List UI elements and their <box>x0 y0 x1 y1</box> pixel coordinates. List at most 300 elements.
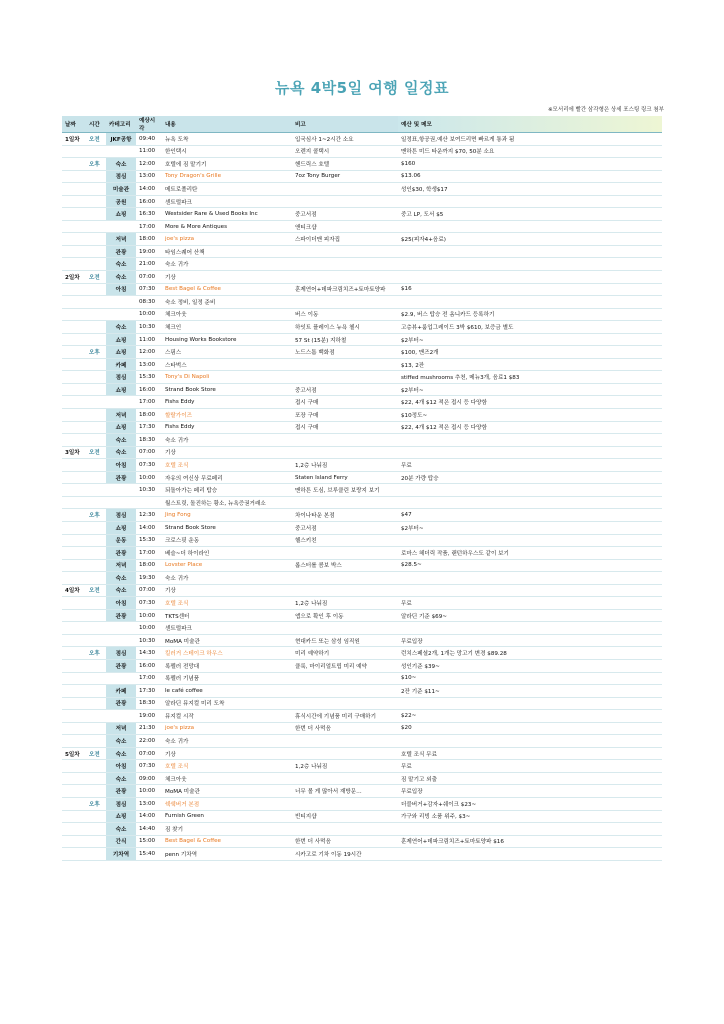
row-memo: 버스 이동 <box>292 308 398 321</box>
row-memo <box>292 584 398 597</box>
row-time <box>86 810 106 823</box>
row-expected-time: 17:00 <box>136 547 162 560</box>
row-category: 숙소 <box>106 321 136 334</box>
row-time <box>86 195 106 208</box>
row-time <box>86 534 106 547</box>
row-budget: 가구와 리빙 소품 위주, $3~ <box>398 810 662 823</box>
header-memo: 비고 <box>292 116 398 133</box>
row-content: 기상 <box>162 446 292 459</box>
row-budget <box>398 195 662 208</box>
row-expected-time: 10:00 <box>136 471 162 484</box>
row-time <box>86 823 106 836</box>
row-category: 점심 <box>106 509 136 522</box>
table-row <box>62 697 662 710</box>
header-budget: 예산 및 메모 <box>398 116 662 133</box>
row-day <box>62 647 86 660</box>
row-time: 오전 <box>86 446 106 459</box>
row-category: 숙소 <box>106 446 136 459</box>
row-budget <box>398 572 662 585</box>
row-time <box>86 208 106 221</box>
row-content: Fishs Eddy <box>162 421 292 434</box>
row-day <box>62 220 86 233</box>
row-budget: $2부터~ <box>398 333 662 346</box>
row-expected-time: 07:00 <box>136 747 162 760</box>
row-time <box>86 396 106 409</box>
row-category <box>106 672 136 685</box>
row-time <box>86 383 106 396</box>
row-content: MoMA 미술관 <box>162 634 292 647</box>
row-budget <box>398 484 662 497</box>
row-memo <box>292 797 398 810</box>
row-expected-time: 10:30 <box>136 634 162 647</box>
row-expected-time: 16:30 <box>136 208 162 221</box>
row-category: 관광 <box>106 471 136 484</box>
row-content: 호텔 조식 <box>162 760 292 773</box>
row-content: 숙소 정비, 일정 준비 <box>162 296 292 309</box>
row-expected-time: 17:00 <box>136 220 162 233</box>
row-expected-time: 18:30 <box>136 697 162 710</box>
row-time <box>86 471 106 484</box>
row-budget: $22, 4개 $12 적은 접시 등 다양함 <box>398 421 662 434</box>
row-expected-time: 07:30 <box>136 283 162 296</box>
row-budget: 일정표,항공권,예산 보여드리면 빠르게 통과 됨 <box>398 133 662 146</box>
header-expected-time: 예상시각 <box>136 116 162 133</box>
row-time <box>86 559 106 572</box>
row-day <box>62 597 86 610</box>
row-category: 저녁 <box>106 559 136 572</box>
table-row <box>62 421 662 434</box>
row-time <box>86 145 106 158</box>
table-row <box>62 208 662 221</box>
row-budget <box>398 446 662 459</box>
row-memo: 훈제연어+데파크림치즈+토마토양파 <box>292 283 398 296</box>
row-memo <box>292 772 398 785</box>
row-time: 오후 <box>86 158 106 171</box>
row-budget: $16 <box>398 283 662 296</box>
row-expected-time: 18:00 <box>136 233 162 246</box>
row-budget: $160 <box>398 158 662 171</box>
row-expected-time: 19:00 <box>136 710 162 723</box>
row-time <box>86 609 106 622</box>
row-day <box>62 735 86 748</box>
row-time <box>86 710 106 723</box>
row-content: 호텔에 짐 맡기기 <box>162 158 292 171</box>
table-row <box>62 220 662 233</box>
row-memo: 앤티크샵 <box>292 220 398 233</box>
row-expected-time: 10:30 <box>136 321 162 334</box>
row-memo <box>292 622 398 635</box>
table-row <box>62 597 662 610</box>
row-memo: 현대카드 또는 삼성 임직원 <box>292 634 398 647</box>
row-content: 자유의 여신상 무료페리 <box>162 471 292 484</box>
row-time <box>86 245 106 258</box>
row-day: 1일차 <box>62 133 86 146</box>
row-budget <box>398 434 662 447</box>
table-row <box>62 835 662 848</box>
row-expected-time: 15:40 <box>136 848 162 861</box>
row-category <box>106 484 136 497</box>
row-category: 관광 <box>106 785 136 798</box>
row-budget <box>398 258 662 271</box>
row-expected-time: 15:00 <box>136 835 162 848</box>
table-row <box>62 634 662 647</box>
row-memo: 중고서점 <box>292 521 398 534</box>
row-content: Strand Book Store <box>162 383 292 396</box>
row-day <box>62 710 86 723</box>
row-content: 기상 <box>162 271 292 284</box>
row-content: 호텔 조식 <box>162 459 292 472</box>
table-row <box>62 521 662 534</box>
row-category: 숙소 <box>106 747 136 760</box>
table-row <box>62 195 662 208</box>
row-budget <box>398 823 662 836</box>
table-row <box>62 471 662 484</box>
row-day <box>62 547 86 560</box>
row-expected-time: 07:30 <box>136 459 162 472</box>
row-category: 숙소 <box>106 772 136 785</box>
row-content: joe's pizza <box>162 722 292 735</box>
row-memo: 7oz Tony Burger <box>292 170 398 183</box>
row-category: 쇼핑 <box>106 346 136 359</box>
row-category: 카페 <box>106 685 136 698</box>
row-day <box>62 283 86 296</box>
row-content: 록펠러 전망대 <box>162 659 292 672</box>
row-budget: 로마스 헤더릭 작품, 랜턴하우스도 같이 보기 <box>398 547 662 560</box>
row-memo: 롭스터롤 콤보 박스 <box>292 559 398 572</box>
row-time <box>86 308 106 321</box>
row-time <box>86 622 106 635</box>
table-row <box>62 308 662 321</box>
table-row <box>62 484 662 497</box>
row-category: 관광 <box>106 659 136 672</box>
row-time <box>86 434 106 447</box>
row-category <box>106 710 136 723</box>
row-day <box>62 634 86 647</box>
table-row <box>62 823 662 836</box>
row-day <box>62 559 86 572</box>
row-time <box>86 371 106 384</box>
table-row <box>62 710 662 723</box>
row-day: 2일차 <box>62 271 86 284</box>
row-content: 되돌아가는 페리 탑승 <box>162 484 292 497</box>
row-time <box>86 697 106 710</box>
row-day <box>62 409 86 422</box>
row-time: 오후 <box>86 509 106 522</box>
row-expected-time: 07:00 <box>136 271 162 284</box>
row-memo <box>292 697 398 710</box>
row-memo: 중고서점 <box>292 383 398 396</box>
row-time <box>86 848 106 861</box>
row-content: 한인택시 <box>162 145 292 158</box>
row-category: 기차역 <box>106 848 136 861</box>
row-category: 저녁 <box>106 233 136 246</box>
itinerary-table <box>62 116 662 861</box>
table-row <box>62 772 662 785</box>
row-content: Strand Book Store <box>162 521 292 534</box>
row-content: 체크인 <box>162 321 292 334</box>
row-category <box>106 296 136 309</box>
row-budget: $22, 4개 $12 적은 접시 등 다양함 <box>398 396 662 409</box>
row-time <box>86 760 106 773</box>
row-time <box>86 835 106 848</box>
table-row <box>62 685 662 698</box>
row-content: Best Bagel & Coffee <box>162 283 292 296</box>
row-category: 간식 <box>106 835 136 848</box>
row-budget <box>398 271 662 284</box>
row-day <box>62 333 86 346</box>
row-category: 숙소 <box>106 572 136 585</box>
table-row <box>62 722 662 735</box>
row-content: penn 기차역 <box>162 848 292 861</box>
row-day <box>62 534 86 547</box>
row-category <box>106 220 136 233</box>
row-expected-time: 15:30 <box>136 534 162 547</box>
row-day <box>62 371 86 384</box>
table-row <box>62 810 662 823</box>
row-content: Tony Dragon's Grille <box>162 170 292 183</box>
row-memo: 앱으로 확인 후 이동 <box>292 609 398 622</box>
row-day: 4일차 <box>62 584 86 597</box>
table-row <box>62 271 662 284</box>
row-time <box>86 170 106 183</box>
header-category: 카테고리 <box>106 116 136 133</box>
row-content: 숙소 귀가 <box>162 735 292 748</box>
row-memo: 맨하튼 도심, 브루클린 보랑지 보기 <box>292 484 398 497</box>
row-memo: 1,2층 나눠짐 <box>292 760 398 773</box>
row-category: 관광 <box>106 547 136 560</box>
table-row <box>62 296 662 309</box>
row-content: Jing Fong <box>162 509 292 522</box>
row-memo: 빈티지샵 <box>292 810 398 823</box>
row-content: Tony's Di Napoli <box>162 371 292 384</box>
row-budget: $10~ <box>398 672 662 685</box>
row-category <box>106 145 136 158</box>
table-row <box>62 133 662 146</box>
row-budget: stiffed mushrooms 추천, 메뉴3개, 음료1 $83 <box>398 371 662 384</box>
row-budget: 무료 <box>398 760 662 773</box>
row-category: 점심 <box>106 797 136 810</box>
row-category: 숙소 <box>106 258 136 271</box>
row-memo <box>292 572 398 585</box>
row-memo: 너무 볼 게 많아서 재방문… <box>292 785 398 798</box>
row-day <box>62 622 86 635</box>
table-header-row <box>62 116 662 133</box>
row-budget: $10정도~ <box>398 409 662 422</box>
row-day <box>62 471 86 484</box>
table-row <box>62 145 662 158</box>
row-budget <box>398 697 662 710</box>
row-expected-time: 13:00 <box>136 170 162 183</box>
row-time <box>86 722 106 735</box>
row-budget: $13.06 <box>398 170 662 183</box>
row-memo <box>292 245 398 258</box>
row-expected-time: 10:30 <box>136 484 162 497</box>
row-memo: 클룩, 마이리얼트립 미리 예약 <box>292 659 398 672</box>
row-day <box>62 233 86 246</box>
row-time <box>86 634 106 647</box>
row-content: Lovster Place <box>162 559 292 572</box>
row-budget <box>398 534 662 547</box>
row-memo: 노드스톰 백화점 <box>292 346 398 359</box>
row-memo <box>292 547 398 560</box>
row-budget: 호텔 조식 무료 <box>398 747 662 760</box>
row-expected-time: 09:00 <box>136 772 162 785</box>
row-category: 공원 <box>106 195 136 208</box>
row-category: 점심 <box>106 647 136 660</box>
row-category: 관광 <box>106 697 136 710</box>
row-budget: $100, 맨즈2개 <box>398 346 662 359</box>
row-time: 오전 <box>86 271 106 284</box>
row-time <box>86 597 106 610</box>
row-content: 베슬~더 하이라인 <box>162 547 292 560</box>
row-time <box>86 496 106 509</box>
row-day <box>62 396 86 409</box>
row-time <box>86 735 106 748</box>
table-row <box>62 509 662 522</box>
row-time <box>86 521 106 534</box>
row-expected-time: 14:40 <box>136 823 162 836</box>
row-budget: 20분 가량 탑승 <box>398 471 662 484</box>
row-memo: 차이나타운 본점 <box>292 509 398 522</box>
row-time <box>86 672 106 685</box>
row-budget: $2.9, 버스 탑승 전 옴니카드 등록하기 <box>398 308 662 321</box>
row-memo <box>292 446 398 459</box>
row-day: 5일차 <box>62 747 86 760</box>
row-budget: $47 <box>398 509 662 522</box>
row-budget: 무료 <box>398 459 662 472</box>
row-category: 숙소 <box>106 158 136 171</box>
row-content: 센트럴파크 <box>162 622 292 635</box>
row-day <box>62 208 86 221</box>
row-memo <box>292 296 398 309</box>
row-memo <box>292 371 398 384</box>
row-category <box>106 496 136 509</box>
row-budget <box>398 220 662 233</box>
row-budget: 무료입장 <box>398 634 662 647</box>
row-day <box>62 484 86 497</box>
row-day <box>62 722 86 735</box>
row-memo <box>292 747 398 760</box>
itinerary-rows <box>62 133 662 861</box>
row-category: 아침 <box>106 760 136 773</box>
row-expected-time: 17:30 <box>136 421 162 434</box>
row-expected-time: 13:00 <box>136 358 162 371</box>
row-content: TKTS센터 <box>162 609 292 622</box>
table-row <box>62 358 662 371</box>
row-day <box>62 672 86 685</box>
row-budget: 훈제연어+데파크림치즈+토마토양파 $16 <box>398 835 662 848</box>
row-expected-time: 12:00 <box>136 158 162 171</box>
row-day <box>62 183 86 196</box>
row-category: 쇼핑 <box>106 333 136 346</box>
row-expected-time: 11:00 <box>136 333 162 346</box>
row-content: 뉴욕 도착 <box>162 133 292 146</box>
row-budget: 무료입장 <box>398 785 662 798</box>
table-row <box>62 647 662 660</box>
row-content: Furnish Green <box>162 810 292 823</box>
table-row <box>62 547 662 560</box>
table-row <box>62 672 662 685</box>
table-row <box>62 321 662 334</box>
row-content: 록펠러 기념품 <box>162 672 292 685</box>
row-content: 스핌스 <box>162 346 292 359</box>
table-row <box>62 559 662 572</box>
row-content: 스타벅스 <box>162 358 292 371</box>
row-time: 오후 <box>86 647 106 660</box>
row-expected-time: 18:30 <box>136 434 162 447</box>
row-expected-time: 12:00 <box>136 346 162 359</box>
row-expected-time: 18:00 <box>136 559 162 572</box>
row-budget: 무료 <box>398 597 662 610</box>
row-budget: $28.5~ <box>398 559 662 572</box>
row-day <box>62 296 86 309</box>
row-day <box>62 760 86 773</box>
row-memo: 1,2층 나눠짐 <box>292 459 398 472</box>
row-expected-time: 19:30 <box>136 572 162 585</box>
row-memo: 57 St (15분) 지하철 <box>292 333 398 346</box>
row-time <box>86 547 106 560</box>
row-content: Best Bagel & Coffee <box>162 835 292 848</box>
row-day <box>62 258 86 271</box>
row-content: 짐 찾기 <box>162 823 292 836</box>
table-row <box>62 396 662 409</box>
row-content: Fishs Eddy <box>162 396 292 409</box>
row-day <box>62 609 86 622</box>
row-memo: 헨드릭스 호텔 <box>292 158 398 171</box>
table-row <box>62 609 662 622</box>
row-expected-time: 21:30 <box>136 722 162 735</box>
row-content: 쉑쉑버거 본점 <box>162 797 292 810</box>
row-memo: 한번 더 사먹음 <box>292 722 398 735</box>
row-budget: 알라딘 기준 $69~ <box>398 609 662 622</box>
row-expected-time: 12:30 <box>136 509 162 522</box>
row-content: 숙소 귀가 <box>162 258 292 271</box>
row-time <box>86 421 106 434</box>
table-row <box>62 459 662 472</box>
row-time <box>86 572 106 585</box>
row-content: 킬러거 스테이크 하우스 <box>162 647 292 660</box>
table-row <box>62 434 662 447</box>
row-day <box>62 521 86 534</box>
row-content: 메트로폴리탄 <box>162 183 292 196</box>
row-expected-time: 17:00 <box>136 396 162 409</box>
row-time <box>86 358 106 371</box>
table-row <box>62 183 662 196</box>
row-expected-time <box>136 496 162 509</box>
row-category <box>106 622 136 635</box>
row-content: 알라딘 뮤지컬 미리 도착 <box>162 697 292 710</box>
row-expected-time: 10:00 <box>136 308 162 321</box>
row-expected-time: 16:00 <box>136 383 162 396</box>
table-row <box>62 258 662 271</box>
row-memo: 스파이더맨 피자집 <box>292 233 398 246</box>
row-budget <box>398 622 662 635</box>
row-memo: 접시 구매 <box>292 396 398 409</box>
row-day <box>62 659 86 672</box>
row-memo <box>292 258 398 271</box>
row-category: 저녁 <box>106 409 136 422</box>
header-day: 날짜 <box>62 116 86 133</box>
row-budget: $22~ <box>398 710 662 723</box>
table-row <box>62 785 662 798</box>
row-budget: $20 <box>398 722 662 735</box>
row-day <box>62 459 86 472</box>
row-content: 호텔 조식 <box>162 597 292 610</box>
row-memo: 미리 예약하기 <box>292 647 398 660</box>
row-expected-time: 07:30 <box>136 760 162 773</box>
table-row <box>62 760 662 773</box>
row-day <box>62 797 86 810</box>
